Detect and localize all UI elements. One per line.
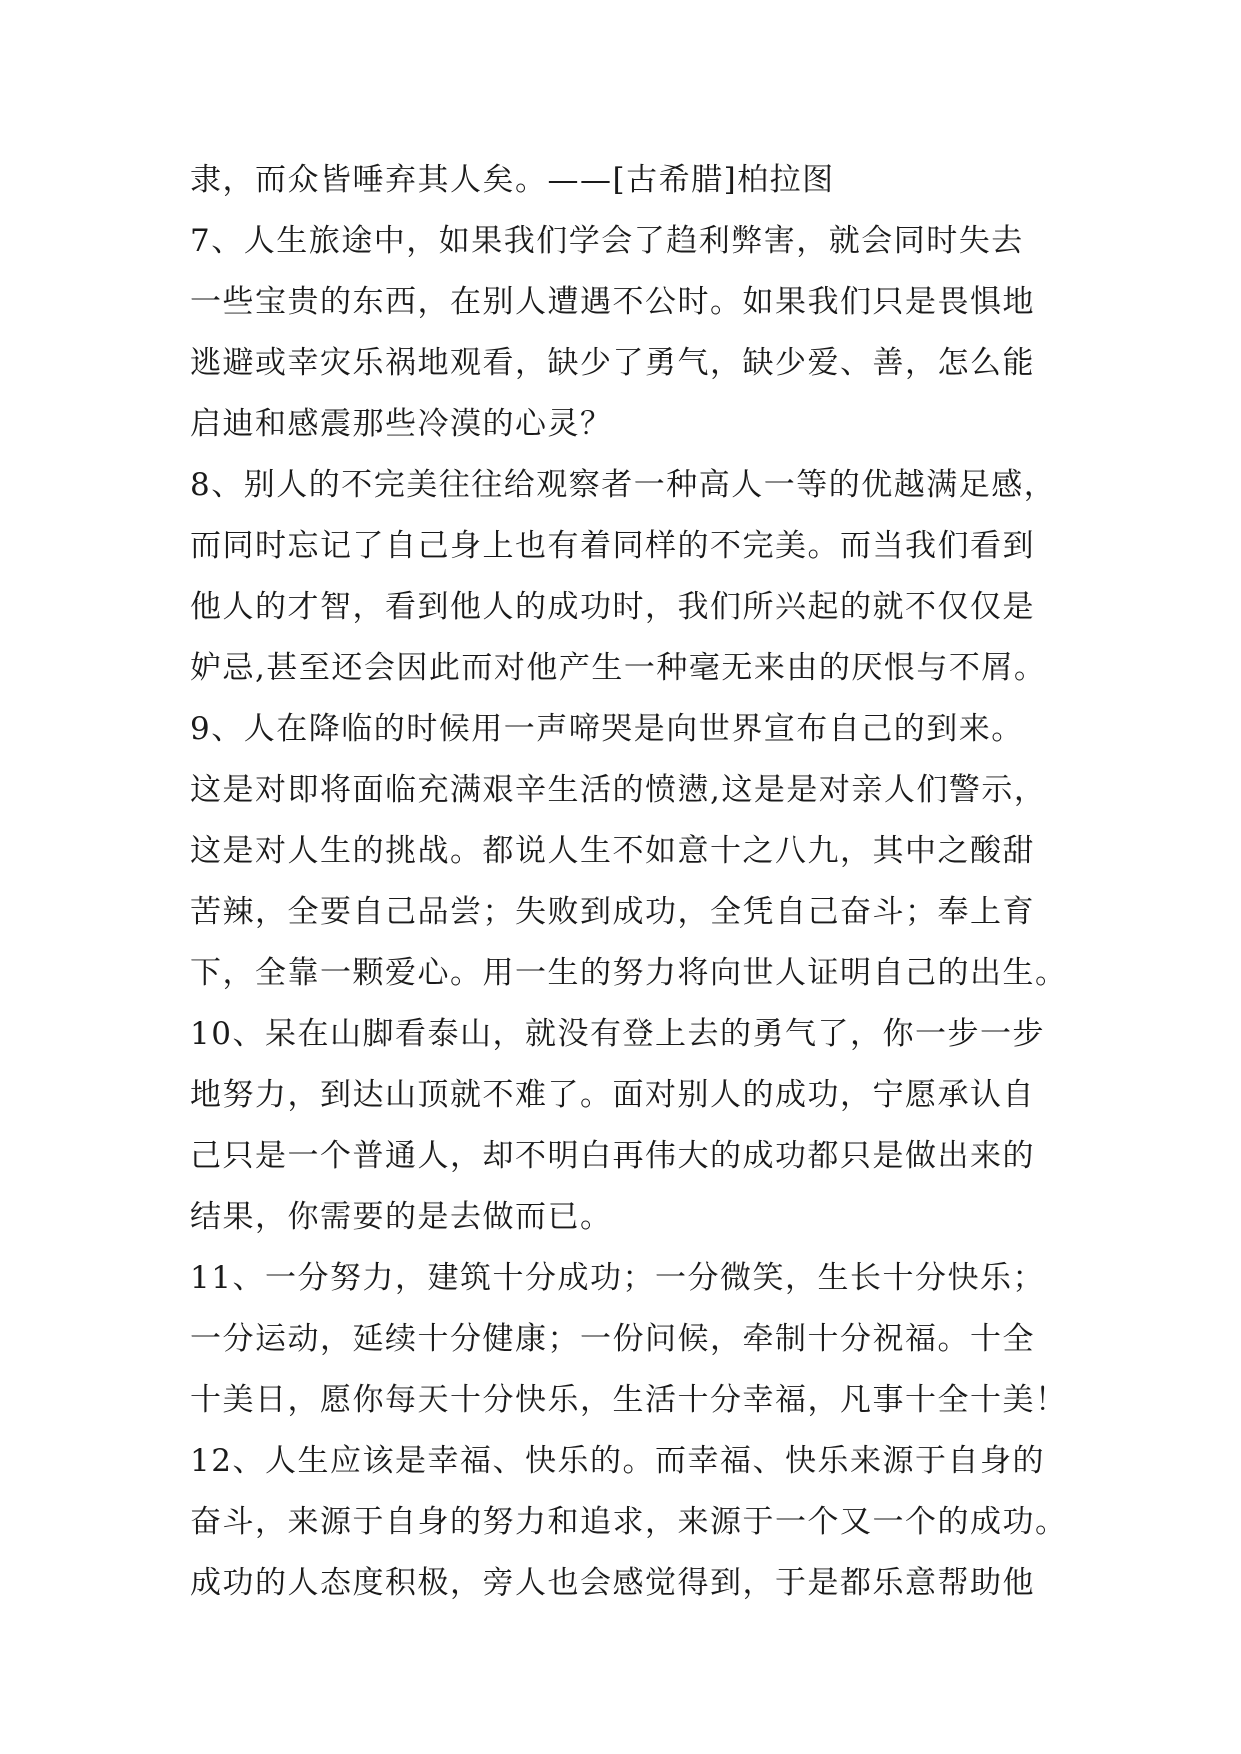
text-line: 成功的人态度积极，旁人也会感觉得到，于是都乐意帮助他 (190, 1565, 1035, 1601)
text-line: 己只是一个普通人，却不明白再伟大的成功都只是做出来的 (190, 1138, 1035, 1174)
text-line: 这是对人生的挑战。都说人生不如意十之八九，其中之酸甜 (190, 833, 1035, 869)
text-line: 结果，你需要的是去做而已。 (190, 1199, 613, 1235)
text-line: 8、别人的不完美往往给观察者一种高人一等的优越满足感， (190, 467, 1057, 503)
text-line: 地努力，到达山顶就不难了。面对别人的成功，宁愿承认自 (190, 1077, 1035, 1113)
text-line: 隶，而众皆唾弃其人矣。——[古希腊]柏拉图 (190, 162, 835, 198)
text-line: 12、人生应该是幸福、快乐的。而幸福、快乐来源于自身的 (190, 1443, 1045, 1479)
text-line: 而同时忘记了自己身上也有着同样的不完美。而当我们看到 (190, 528, 1035, 564)
text-line: 10、呆在山脚看泰山，就没有登上去的勇气了，你一步一步 (190, 1016, 1045, 1052)
text-line: 7、人生旅途中，如果我们学会了趋利弊害，就会同时失去 (190, 223, 1024, 259)
text-line: 他人的才智，看到他人的成功时，我们所兴起的就不仅仅是 (190, 589, 1035, 625)
text-line: 一些宝贵的东西，在别人遭遇不公时。如果我们只是畏惧地 (190, 284, 1035, 320)
text-line: 启迪和感震那些冷漠的心灵？ (190, 406, 613, 442)
text-line: 奋斗，来源于自身的努力和追求，来源于一个又一个的成功。 (190, 1504, 1068, 1540)
text-line: 9、人在降临的时候用一声啼哭是向世界宣布自己的到来。 (190, 711, 1024, 747)
text-line: 11、一分努力，建筑十分成功；一分微笑，生长十分快乐； (190, 1260, 1045, 1296)
text-line: 妒忌,甚至还会因此而对他产生一种毫无来由的厌恨与不屑。 (190, 650, 1047, 686)
text-line: 苦辣，全要自己品尝；失败到成功，全凭自己奋斗；奉上育 (190, 894, 1035, 930)
body-text (190, 150, 1070, 1614)
text-line: 一分运动，延续十分健康；一份问候，牵制十分祝福。十全 (190, 1321, 1035, 1357)
text-line: 这是对即将面临充满艰辛生活的愤懑,这是是对亲人们警示， (190, 772, 1047, 808)
text-line: 十美日，愿你每天十分快乐，生活十分幸福，凡事十全十美！ (190, 1382, 1068, 1418)
text-line: 下，全靠一颗爱心。用一生的努力将向世人证明自己的出生。 (190, 955, 1068, 991)
text-line: 逃避或幸灾乐祸地观看，缺少了勇气，缺少爱、善，怎么能 (190, 345, 1035, 381)
